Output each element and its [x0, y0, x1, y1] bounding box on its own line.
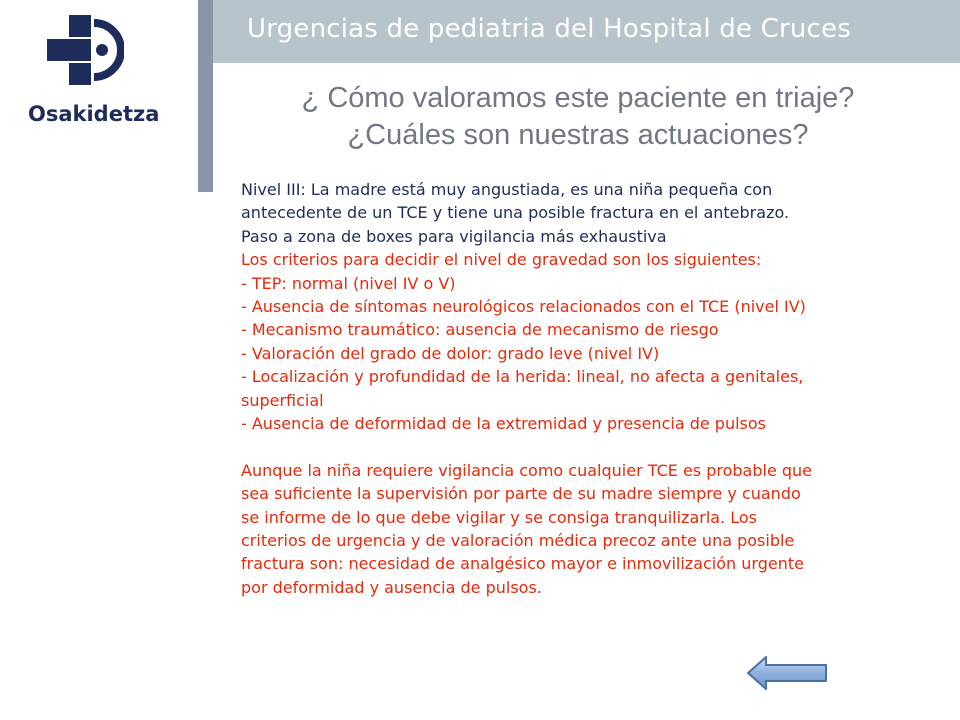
body-text — [241, 178, 931, 599]
logo-text: Osakidetza — [28, 102, 160, 126]
slide-title-line-1: ¿ Cómo valoramos este paciente en triaje? — [301, 82, 855, 114]
intro-line: Nivel III: La madre está muy angustiada, es una niña pequeña con — [241, 180, 773, 199]
arrow-left-icon — [748, 657, 826, 689]
conclusion-line: criterios de urgencia y de valoración médica precoz ante una posible — [241, 531, 795, 551]
paragraph-gap — [241, 435, 931, 458]
criteria-line: - Ausencia de deformidad de la extremidad y presencia de pulsos — [241, 414, 766, 434]
osakidetza-logo-icon — [44, 12, 124, 92]
conclusion-line: sea suficiente la supervisión por parte de su madre siempre y cuando — [241, 484, 801, 504]
conclusion-line: por deformidad y ausencia de pulsos. — [241, 577, 542, 597]
intro-line: Paso a zona de boxes para vigilancia más exhaustiva — [241, 226, 667, 246]
slide-title-line-2: ¿Cuáles son nuestras actuaciones? — [347, 119, 809, 151]
conclusion-line: fractura son: necesidad de analgésico mayor e inmovilización urgente — [241, 554, 804, 574]
criteria-line: - Valoración del grado de dolor: grado leve (nivel IV) — [241, 343, 660, 363]
back-arrow-button[interactable] — [746, 655, 828, 691]
criteria-line: Los criterios para decidir el nivel de gravedad son los siguientes: — [241, 250, 762, 270]
slide-title — [228, 80, 928, 154]
criteria-line: superficial — [241, 390, 324, 410]
criteria-line: - Mecanismo traumático: ausencia de mecanismo de riesgo — [241, 320, 719, 340]
header-title: Urgencias de pediatria del Hospital de Cruces — [247, 14, 851, 44]
conclusion-line: se informe de lo que debe vigilar y se consiga tranquilizarla. Los — [241, 507, 757, 527]
criteria-line: - TEP: normal (nivel IV o V) — [241, 273, 456, 293]
conclusion-line: Aunque la niña requiere vigilancia como cualquier TCE es probable que — [241, 460, 813, 480]
criteria-line: - Localización y profundidad de la herida: lineal, no afecta a genitales, — [241, 367, 804, 387]
criteria-line: - Ausencia de síntomas neurológicos relacionados con el TCE (nivel IV) — [241, 297, 806, 317]
intro-line: antecedente de un TCE y tiene una posible fractura en el antebrazo. — [241, 203, 790, 223]
accent-bar — [198, 0, 213, 192]
